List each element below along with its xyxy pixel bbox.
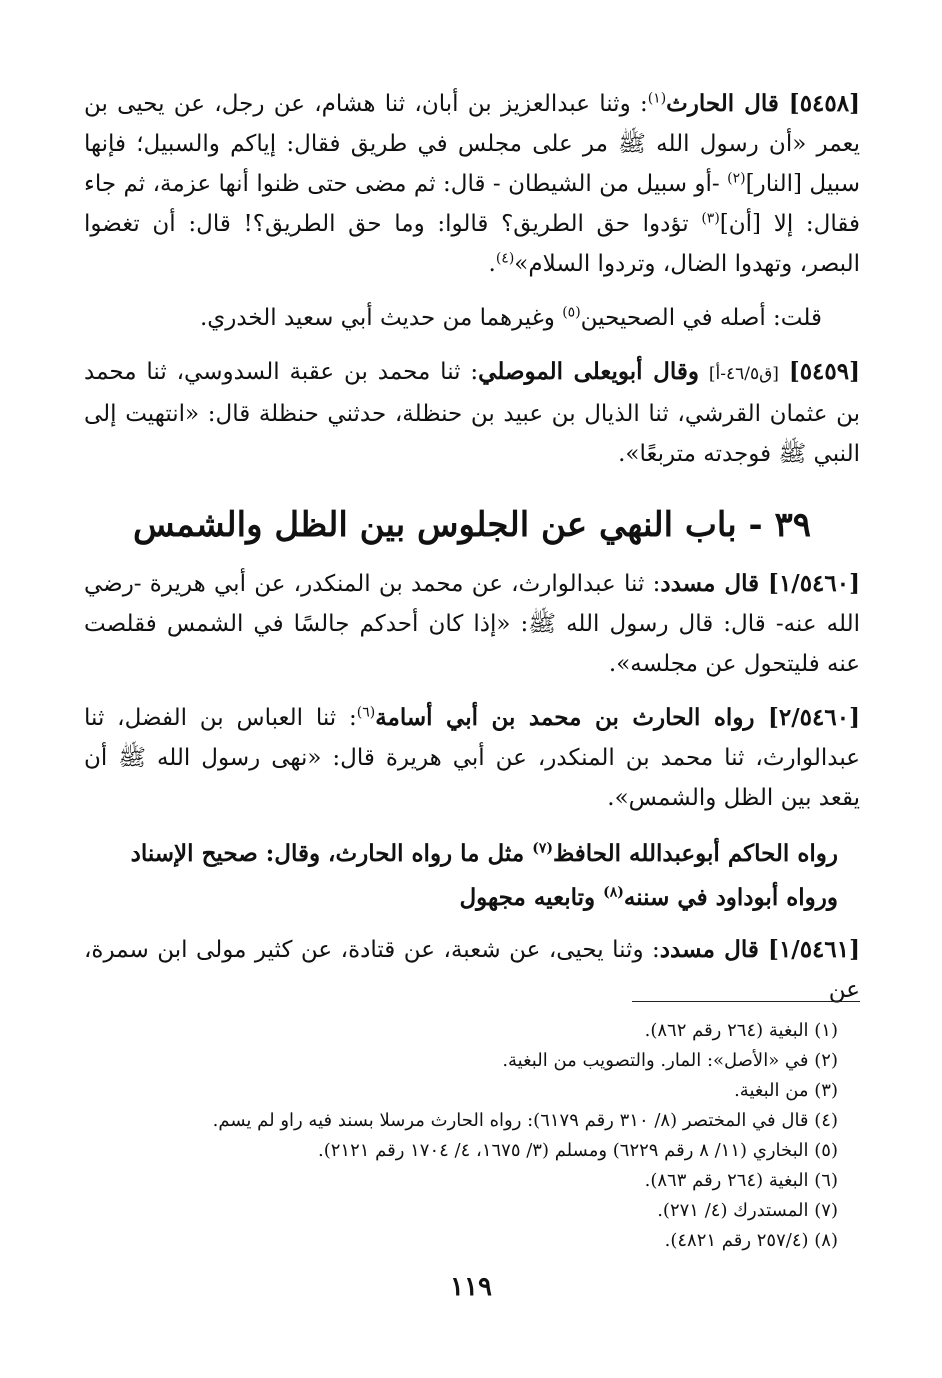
hadith-5460-1 — [84, 564, 860, 684]
footnote-ref: (٣) — [701, 210, 720, 227]
footnote-ref: (٧) — [532, 840, 553, 857]
footnote-ref: (١) — [647, 90, 667, 107]
book-page — [84, 84, 860, 1314]
hadith-number: [١/٥٤٦١] قال مسدد — [659, 936, 860, 963]
hadith-text: . — [488, 251, 496, 277]
hadith-5459 — [84, 352, 860, 474]
remark-text: مثل ما رواه الحارث، وقال: صحيح الإسناد — [130, 840, 533, 867]
footnote: (١) البغية (٢٦٤ رقم ٨٦٢). — [644, 1020, 838, 1041]
hadith-number: [٥٤٥٩] — [788, 358, 861, 385]
footnote-ref: (٥) — [562, 304, 581, 321]
hakim-remark — [84, 832, 860, 920]
hadith-text: : ثنا عبدالوارث، عن محمد بن المنكدر، عن أبي هريرة -رضي الله عنه- قال: قال رسول الله ﷺ: «إذا كان أحدكم جالسًا في الشمس فقلصت عنه فليتحول عن مجلسه». — [84, 571, 860, 677]
footnote-ref: (٨) — [603, 884, 624, 901]
chapter-heading: ٣٩ - باب النهي عن الجلوس بين الظل والشمس — [132, 505, 812, 545]
footnote: (٧) المستدرك (٤/ ٢٧١). — [657, 1200, 838, 1221]
remark-text: وتابعيه مجهول — [459, 884, 604, 911]
footnote: (٤) قال في المختصر (٨/ ٣١٠ رقم ٦١٧٩): رواه الحارث مرسلا بسند فيه راو لم يسم. — [212, 1110, 838, 1131]
footnote-ref: (٦) — [356, 704, 376, 721]
author-note — [84, 298, 860, 338]
footnote-ref: (٤) — [495, 250, 515, 267]
hadith-5460-2 — [84, 698, 860, 818]
hadith-text: : ثنا العباس بن الفضل، ثنا عبدالوارث، ثنا محمد بن المنكدر، عن أبي هريرة قال: «نهى رسول الله ﷺ أن يقعد بين الظل والشمس». — [84, 705, 860, 811]
note-text: قلت: أصله في الصحيحين — [580, 305, 822, 331]
footnote: (٢) في «الأصل»: المار. والتصويب من البغية. — [502, 1050, 838, 1071]
hadith-5461 — [84, 930, 860, 1010]
footnote-divider — [632, 1001, 860, 1002]
hadith-text: تؤدوا حق الطريق؟ قالوا: وما حق الطريق؟! قال: أن تغضوا البصر، وتهدوا الضال، وتردوا السلام» — [84, 211, 860, 277]
hadith-number: [٥٤٥٨] قال الحارث — [666, 90, 860, 117]
hadith-number: [١/٥٤٦٠] قال مسدد — [660, 570, 861, 597]
remark-text: ورواه أبوداود في سننه — [623, 884, 838, 911]
footnote: (٨) (٢٥٧/٤ رقم ٤٨٢١). — [664, 1230, 838, 1251]
hadith-5458 — [84, 84, 860, 284]
footnote: (٦) البغية (٢٦٤ رقم ٨٦٣). — [644, 1170, 838, 1191]
manuscript-marker: [ق٤٦/٥-أ] — [708, 364, 779, 384]
hadith-text: : وثنا عبدالعزيز بن أبان، ثنا هشام، عن رجل، عن يحيى بن يعمر «أن رسول الله ﷺ مر على مجلس في طريق فقال: إياكم والسبيل؛ فإنها سبيل [النار] — [84, 91, 861, 197]
footnote: (٥) البخاري (١١/ ٨ رقم ٦٢٢٩) ومسلم (٣/ ١٦٧٥، ٤/ ١٧٠٤ رقم ٢١٢١). — [317, 1140, 838, 1161]
footnotes — [62, 1016, 860, 1256]
remark-text: رواه الحاكم أبوعبدالله الحافظ — [552, 840, 838, 867]
hadith-source: وقال أبويعلى الموصلي — [478, 358, 699, 385]
hadith-text: : ثنا محمد بن عقبة السدوسي، ثنا محمد بن عثمان القرشي، ثنا الذيال بن عبيد بن حنظلة، حدثني حنظلة قال: «انتهيت إلى النبي ﷺ فوجدته متربعًا». — [84, 359, 860, 467]
footnote: (٣) من البغية. — [734, 1080, 838, 1101]
hadith-text: -أو سبيل من الشيطان - قال: ثم مضى حتى ظنوا أنها عزمة، ثم جاء فقال: إلا [أن] — [84, 171, 860, 237]
note-text: وغيرهما من حديث أبي سعيد الخدري. — [199, 305, 563, 331]
hadith-number: [٢/٥٤٦٠] رواه الحارث بن محمد بن أبي أسامة — [375, 704, 860, 731]
page-number: ١١٩ — [450, 1272, 492, 1302]
hadith-text: : وثنا يحيى، عن شعبة، عن قتادة، عن كثير مولى ابن سمرة، عن — [84, 937, 860, 1003]
footnote-ref: (٢) — [727, 170, 746, 187]
